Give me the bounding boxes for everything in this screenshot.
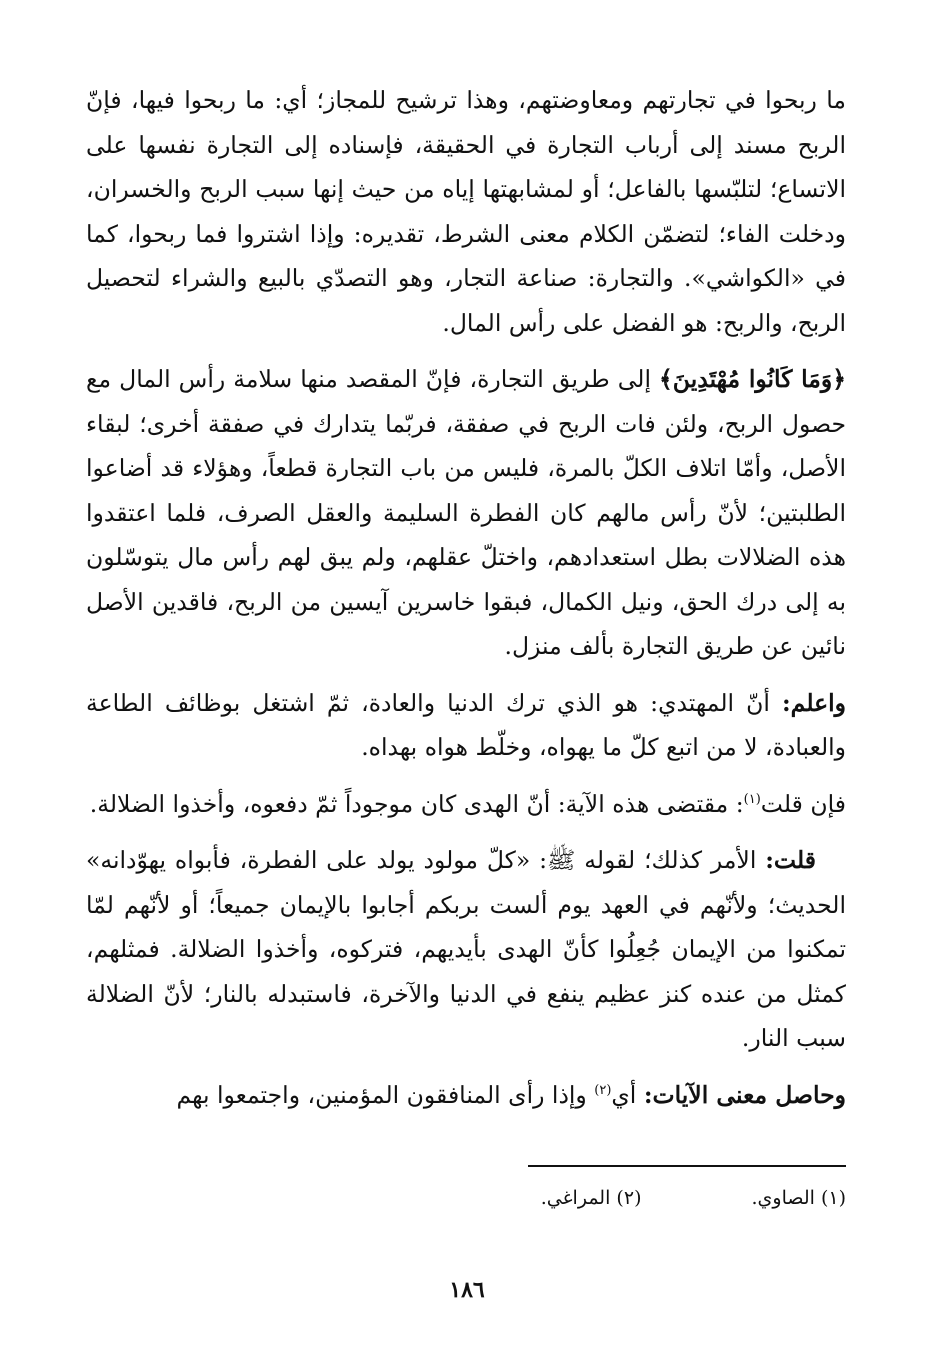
paragraph-3-text: أنّ المهتدي: هو الذي ترك الدنيا والعادة، ثمّ اشتغل بوظائف الطاعة والعبادة، لا من اتبع كلّ ما يهواه، وخلّط هواه بهداه. xyxy=(86,688,846,761)
paragraph-4-prefix: فإن قلت xyxy=(760,789,846,818)
footnotes xyxy=(86,1183,846,1213)
paragraph-1 xyxy=(86,78,846,345)
footnote-ref-2[interactable]: (٢) xyxy=(594,1082,612,1098)
paragraph-6-text: وإذا رأى المنافقون المؤمنين، واجتمعوا بهم xyxy=(176,1080,595,1109)
paragraph-6-lead: وحاصل معنى الآيات: xyxy=(643,1080,846,1109)
footnote-separator xyxy=(528,1165,846,1167)
page-number: ١٨٦ xyxy=(449,1277,485,1303)
paragraph-2-text: إلى طريق التجارة، فإنّ المقصد منها سلامة رأس المال مع حصول الربح، ولئن فات الربح في صفقة، فربّما يتدارك في صفقة أخرى؛ لبقاء الأصل، وأمّا اتلاف الكلّ بالمرة، فليس من باب التجارة قطعاً، وهؤلاء قد أضاعوا الطلبتين؛ لأنّ رأس مالهم كان الفطرة السليمة والعقل الصرف، فلما اعتقدوا هذه الضلالات بطل استعدادهم، واختلّ عقلهم، ولم يبق لهم رأس مال يتوسّلون به إلى درك الحق، ونيل الكمال، فبقوا خاسرين آيسين من الربح، فاقدين الأصل نائين عن طريق التجارة بألف منزل. xyxy=(86,365,846,660)
paragraph-4-text: : مقتضى هذه الآية: أنّ الهدى كان موجوداً ثمّ دفعوه، وأخذوا الضلالة. xyxy=(89,789,744,818)
footnote-2: (٢) المراغي. xyxy=(540,1187,642,1209)
footnote-1: (١) الصاوي. xyxy=(751,1187,846,1209)
quran-verse: ﴿وَمَا كَانُوا مُهْتَدِينَ﴾ xyxy=(659,365,846,393)
paragraph-6 xyxy=(86,1073,846,1118)
page-body xyxy=(86,78,846,1129)
paragraph-3 xyxy=(86,681,846,770)
paragraph-3-lead: واعلم: xyxy=(782,688,846,717)
paragraph-5 xyxy=(86,838,846,1061)
paragraph-2 xyxy=(86,357,846,669)
paragraph-1-text: ما ربحوا في تجارتهم ومعاوضتهم، وهذا ترشيح للمجاز؛ أي: ما ربحوا فيها، فإنّ الربح مسند إلى أرباب التجارة في الحقيقة، فإسناده إلى التجارة نفسها على الاتساع؛ لتلبّسها بالفاعل؛ أو لمشابهتها إياه من حيث إنها سبب الربح والخسران، ودخلت الفاء؛ لتضمّن الكلام معنى الشرط، تقديره: وإذا اشتروا فما ربحوا، كما في «الكواشي». والتجارة: صناعة التجار، وهو التصدّي بالبيع والشراء لتحصيل الربح، والربح: هو الفضل على رأس المال. xyxy=(86,86,846,337)
paragraph-5-lead: قلت: xyxy=(765,846,816,874)
paragraph-6-prefix: أي xyxy=(611,1080,644,1109)
paragraph-5-text: الأمر كذلك؛ لقوله ﷺ: «كلّ مولود يولد على الفطرة، فأبواه يهوّدانه» الحديث؛ ولأنّهم في العهد يوم ألست بربكم أجابوا بالإيمان جميعاً؛ أو لأنّهم لمّا تمكنوا من الإيمان جُعِلُوا كأنّ الهدى بأيديهم، فتركوه، وأخذوا الضلالة. فمثلهم، كمثل من عنده كنز عظيم ينفع في الدنيا والآخرة، فاستبدله بالنار؛ لأنّ الضلالة سبب النار. xyxy=(86,846,846,1052)
footnote-ref-1[interactable]: (١) xyxy=(743,791,761,807)
paragraph-4 xyxy=(86,782,846,827)
